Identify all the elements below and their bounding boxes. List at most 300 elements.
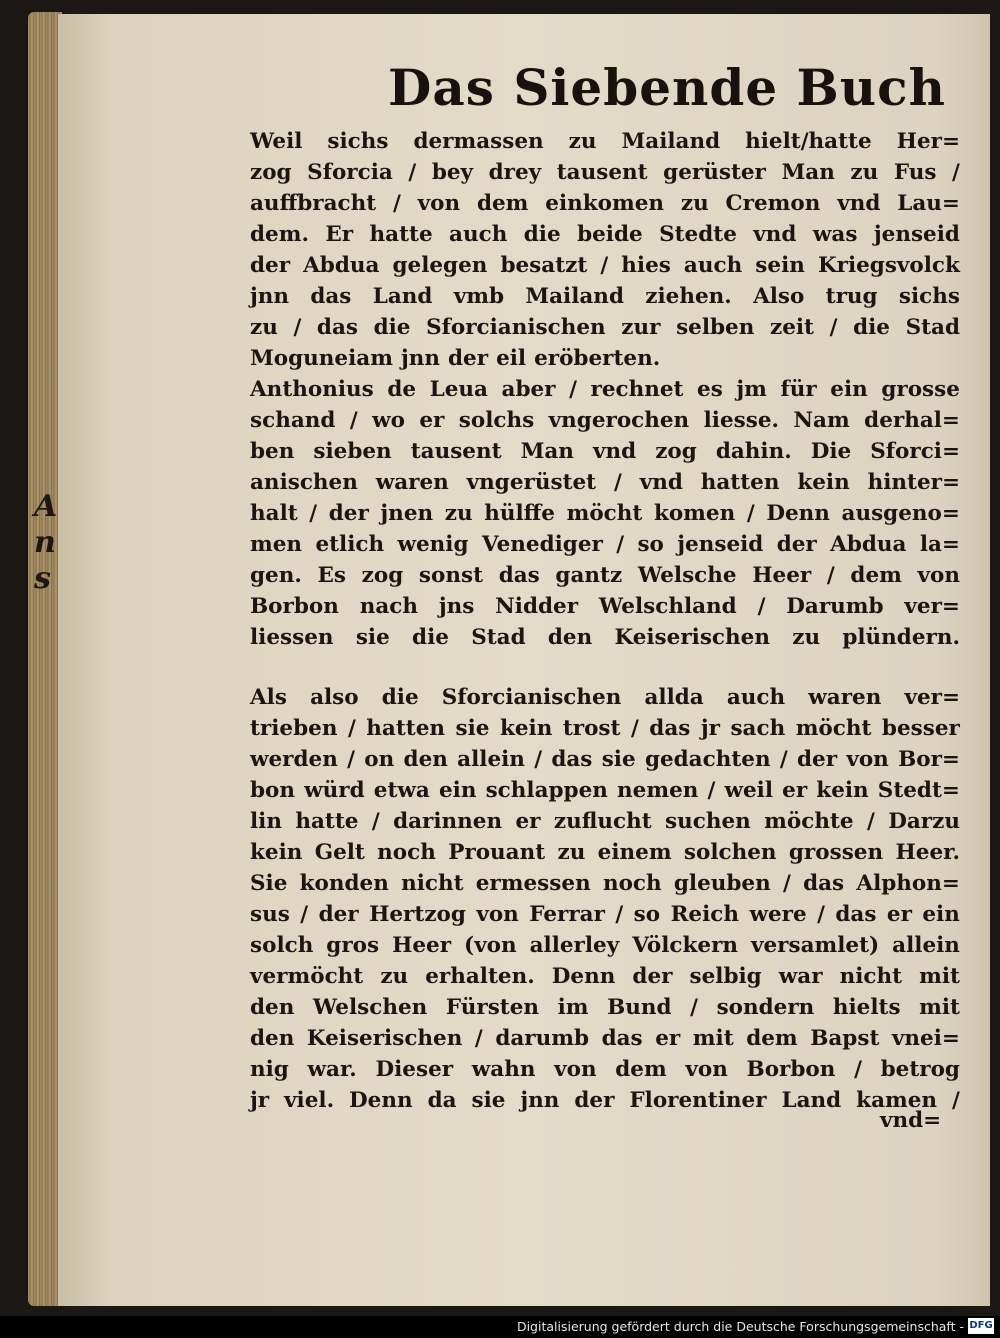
word: tausent [410,439,502,464]
word: für [780,377,817,402]
word: / [613,470,622,495]
paragraph-1 [250,126,960,374]
word: von [476,902,519,927]
word: derhal= [864,408,960,433]
margin-note: A [34,489,58,524]
word: Borbon [746,1057,836,1082]
word: Darumb [786,594,884,619]
word: Es [317,563,346,588]
word: darinnen [393,809,503,834]
word: / [408,160,417,185]
word: den [547,625,593,650]
text-line [250,992,960,1023]
word: / [866,809,875,834]
word: / [347,716,356,741]
word: / [300,902,309,927]
word: jnn [520,1088,560,1113]
word: hatten [700,470,780,495]
word: Heer [392,933,452,958]
word: die [412,625,449,650]
word: Darzu [888,809,960,834]
text-line [250,961,960,992]
word: men [250,532,303,557]
word: dem [476,191,529,216]
dfg-logo-icon: DFG [968,1318,994,1334]
word: solch [250,933,314,958]
word: selbig [689,964,762,989]
word: das [551,747,593,772]
word: sichs [898,284,960,309]
word: were [749,902,807,927]
word: Völckern [632,933,739,958]
word: Sforci= [870,439,960,464]
word: vnd [753,222,797,247]
word: Heer [752,563,812,588]
word: Dieser [375,1057,454,1082]
text-line [250,868,960,899]
word: anischen [250,470,358,495]
word: eil [496,346,527,371]
word: kein [816,778,869,803]
word: ermessen [475,871,591,896]
word: sus [250,902,290,927]
word: allein [892,933,960,958]
word: waren [808,685,882,710]
word: es [697,377,723,402]
word: gen. [250,563,302,588]
page-title: Das Siebende Buch [388,58,946,117]
word: Bund [607,995,672,1020]
word: wahn [471,1057,536,1082]
word: Bor= [898,747,960,772]
word: kein [250,840,303,865]
word: Keiserischen [614,625,770,650]
word: eröberten. [534,346,661,371]
word: Bapst [810,1026,880,1051]
word: zu [380,964,409,989]
word: zu [850,160,879,185]
text-line [250,713,960,744]
word: ein [830,377,868,402]
word: auch [726,685,786,710]
word: waren [375,470,449,495]
word: hinter= [867,470,960,495]
text-line [250,1023,960,1054]
text-line [250,930,960,961]
word: viel. [284,1088,335,1113]
word: plündern. [842,625,960,650]
word: sach [730,716,786,741]
word: Heer. [895,840,960,865]
text-line [250,374,960,405]
word: also [310,685,359,710]
word: etlich [315,532,385,557]
text-line [250,250,960,281]
word: gleuben [673,871,771,896]
word: dahin. [715,439,792,464]
word: er [782,778,808,803]
word: trieben [250,716,338,741]
word: der [776,532,817,557]
word: solchs [458,408,535,433]
word: noch [377,840,436,865]
footer-bar [0,1316,1000,1338]
word: da [427,1088,457,1113]
word: suchen [665,809,751,834]
word: / [757,594,766,619]
word: Mailand [525,284,624,309]
word: Stad [905,315,960,340]
word: wenig [397,532,469,557]
word: / [534,747,543,772]
word: zog [250,160,292,185]
word: jnn [250,284,290,309]
word: Welschen [312,995,428,1020]
word: / [817,902,825,927]
word: / [474,1026,483,1051]
word: komen [653,501,736,526]
word: / [600,253,609,278]
word: den [250,995,295,1020]
word: dermassen [413,129,544,154]
word: wo [372,408,405,433]
text-line [250,498,960,529]
word: von [417,191,461,216]
word: allda [644,685,704,710]
word: grosse [881,377,960,402]
word: sie [355,625,390,650]
word: hatten [366,716,446,741]
word: kein [499,716,553,741]
word: / [569,377,577,402]
word: besatzt [500,253,588,278]
word: von [554,1057,597,1082]
word: / [854,1057,862,1082]
word: / [707,778,716,803]
word: hatte [369,222,433,247]
word: zuflucht [553,809,652,834]
word: zu [444,501,473,526]
word: würd [304,778,365,803]
text-line [250,1085,960,1116]
word: vnd [639,470,683,495]
word: ben [250,439,295,464]
word: auch [683,253,743,278]
word: nicht [401,871,464,896]
word: konden [299,871,389,896]
text-line [250,837,960,868]
word: werden [250,747,338,772]
word: Man [520,439,574,464]
word: bey [431,160,474,185]
word: sieben [313,439,392,464]
word: Fus [893,160,937,185]
word: Keiserischen [306,1026,463,1051]
word: nemen [617,778,699,803]
word: jr [700,716,720,741]
word: Fürsten [445,995,540,1020]
word: sie [455,716,490,741]
word: betrog [880,1057,960,1082]
word: / [690,995,698,1020]
word: Mailand [621,129,721,154]
word: jnen [380,501,434,526]
word: sein [755,253,805,278]
word: Als [250,685,287,710]
word: / [371,809,380,834]
word: hies [621,253,671,278]
word: jenseid [677,532,764,557]
word: von [846,747,889,772]
word: hielt/hatte [745,129,872,154]
word: möcht [566,501,643,526]
text-line [250,899,960,930]
word: (von [464,933,517,958]
word: gros [326,933,380,958]
word: er [655,1026,681,1051]
word: möcht [795,716,872,741]
book-page-edges [28,12,62,1306]
word: noch [602,871,662,896]
text-line [250,1054,960,1085]
word: Denn [349,1088,413,1113]
word: darumb [495,1026,590,1051]
word: / [952,1088,960,1113]
word: Alphon= [856,871,960,896]
word: / [779,747,788,772]
word: selben [676,315,755,340]
word: Florentiner [629,1088,767,1113]
word: bon [250,778,296,803]
word: Sforcia [307,160,393,185]
word: zu [250,315,278,340]
word: rechnet [590,377,684,402]
word: jm [736,377,767,402]
word: beide [577,222,643,247]
word: Venediger [481,532,603,557]
word: so [633,902,661,927]
word: Lau= [897,191,960,216]
word: / [630,716,639,741]
text-line [250,126,960,157]
word: sonst [418,563,484,588]
word: Welsche [637,563,737,588]
word: vermöcht [250,964,364,989]
text-line [250,744,960,775]
word: grossen [788,840,884,865]
paragraph-3 [250,682,960,1116]
word: die [381,685,419,710]
word: / [347,747,355,772]
word: hülffe [484,501,555,526]
word: Stedt= [877,778,960,803]
word: zu [680,191,709,216]
word: Her= [896,129,960,154]
word: sie [471,1088,506,1113]
text-line [250,281,960,312]
word: halt [250,501,298,526]
text-line [250,806,960,837]
word: nig [250,1057,289,1082]
word: Kriegsvolck [817,253,960,278]
text-line [250,682,960,713]
word: Stad [471,625,526,650]
word: von [685,1057,728,1082]
word: ver= [904,594,960,619]
word: schlappen [485,778,608,803]
word: trug [825,284,878,309]
word: Welschland [598,594,737,619]
word: Ferrar [529,902,605,927]
body-text [250,126,960,1116]
word: Cremon [725,191,821,216]
word: de [387,377,417,402]
word: Weil [250,129,303,154]
word: zog [361,563,404,588]
word: Leua [429,377,488,402]
word: das [835,902,877,927]
word: besser [881,716,960,741]
word: / [829,315,838,340]
word: / [293,315,302,340]
word: möchte [764,809,854,834]
word: erhalten. [425,964,535,989]
word: nicht [839,964,903,989]
paragraph-gap [250,653,960,682]
word: so [637,532,664,557]
word: hatte [295,809,359,834]
word: la= [919,532,960,557]
word: / [616,532,625,557]
word: die [523,222,561,247]
word: von [917,563,960,588]
word: war. [307,1057,357,1082]
word: Sforcianischen [426,315,606,340]
word: der [797,747,838,772]
word: er [886,902,912,927]
word: Also [753,284,805,309]
word: sie [601,747,636,772]
text-line [250,405,960,436]
text-line [250,343,960,374]
word: vngerochen [548,408,690,433]
word: jnn [400,346,441,371]
word: on [364,747,395,772]
word: ziehen. [645,284,732,309]
word: der [574,1088,615,1113]
word: ver= [904,685,960,710]
word: Er [325,222,354,247]
word: ein [438,778,477,803]
word: das [316,315,358,340]
word: dem [850,563,902,588]
word: jns [438,594,475,619]
word: im [557,995,589,1020]
word: zu [792,625,821,650]
catchword: vnd= [880,1108,942,1133]
word: drey [488,160,542,185]
word: Land [781,1088,842,1113]
word: zu [557,840,586,865]
word: das [803,871,845,896]
word: / [615,902,624,927]
word: das [310,284,352,309]
word: der [632,964,673,989]
text-line [250,529,960,560]
text-line [250,467,960,498]
word: Abdua [303,253,380,278]
word: sichs [327,129,389,154]
word: zu [568,129,597,154]
word: der [448,346,489,371]
word: jr [250,1088,270,1113]
word: Hertzog [369,902,466,927]
word: gantz [555,563,623,588]
margin-notes [34,490,74,598]
word: jenseid [873,222,960,247]
text-line [250,436,960,467]
word: war [778,964,823,989]
word: vmb [453,284,505,309]
word: den [403,747,448,772]
word: Nidder [495,594,579,619]
word: die [373,315,411,340]
word: Gelt [314,840,365,865]
word: kein [797,470,850,495]
word: kamen [856,1088,938,1113]
margin-note: n [34,525,56,560]
word: Sie [250,871,288,896]
word: nach [359,594,418,619]
word: Denn [766,501,830,526]
word: ausgeno= [841,501,960,526]
word: weil [724,778,774,803]
word: gerüster [663,160,766,185]
word: allerley [529,933,620,958]
word: Land [372,284,433,309]
text-line [250,622,960,653]
word: Stedte [659,222,737,247]
word: dem [615,1057,667,1082]
word: etwa [373,778,430,803]
word: gelegen [392,253,488,278]
word: Nam [793,408,850,433]
word: vngerüstet [466,470,597,495]
text-line [250,219,960,250]
word: einem [597,840,672,865]
word: sondern [716,995,815,1020]
word: liessen [250,625,334,650]
word: mit [919,995,960,1020]
word: / [392,191,401,216]
word: / [746,501,755,526]
word: vnd [837,191,881,216]
word: er [515,809,541,834]
word: gedachten [644,747,771,772]
word: / [349,408,358,433]
word: zeit [769,315,814,340]
word: ein [922,902,960,927]
text-line [250,775,960,806]
word: solchen [683,840,777,865]
word: auffbracht [250,191,377,216]
word: aber [501,377,556,402]
word: trost [562,716,621,741]
word: Moguneiam [250,346,393,371]
word: den [250,1026,295,1051]
word: dem [746,1026,798,1051]
text-line [250,312,960,343]
